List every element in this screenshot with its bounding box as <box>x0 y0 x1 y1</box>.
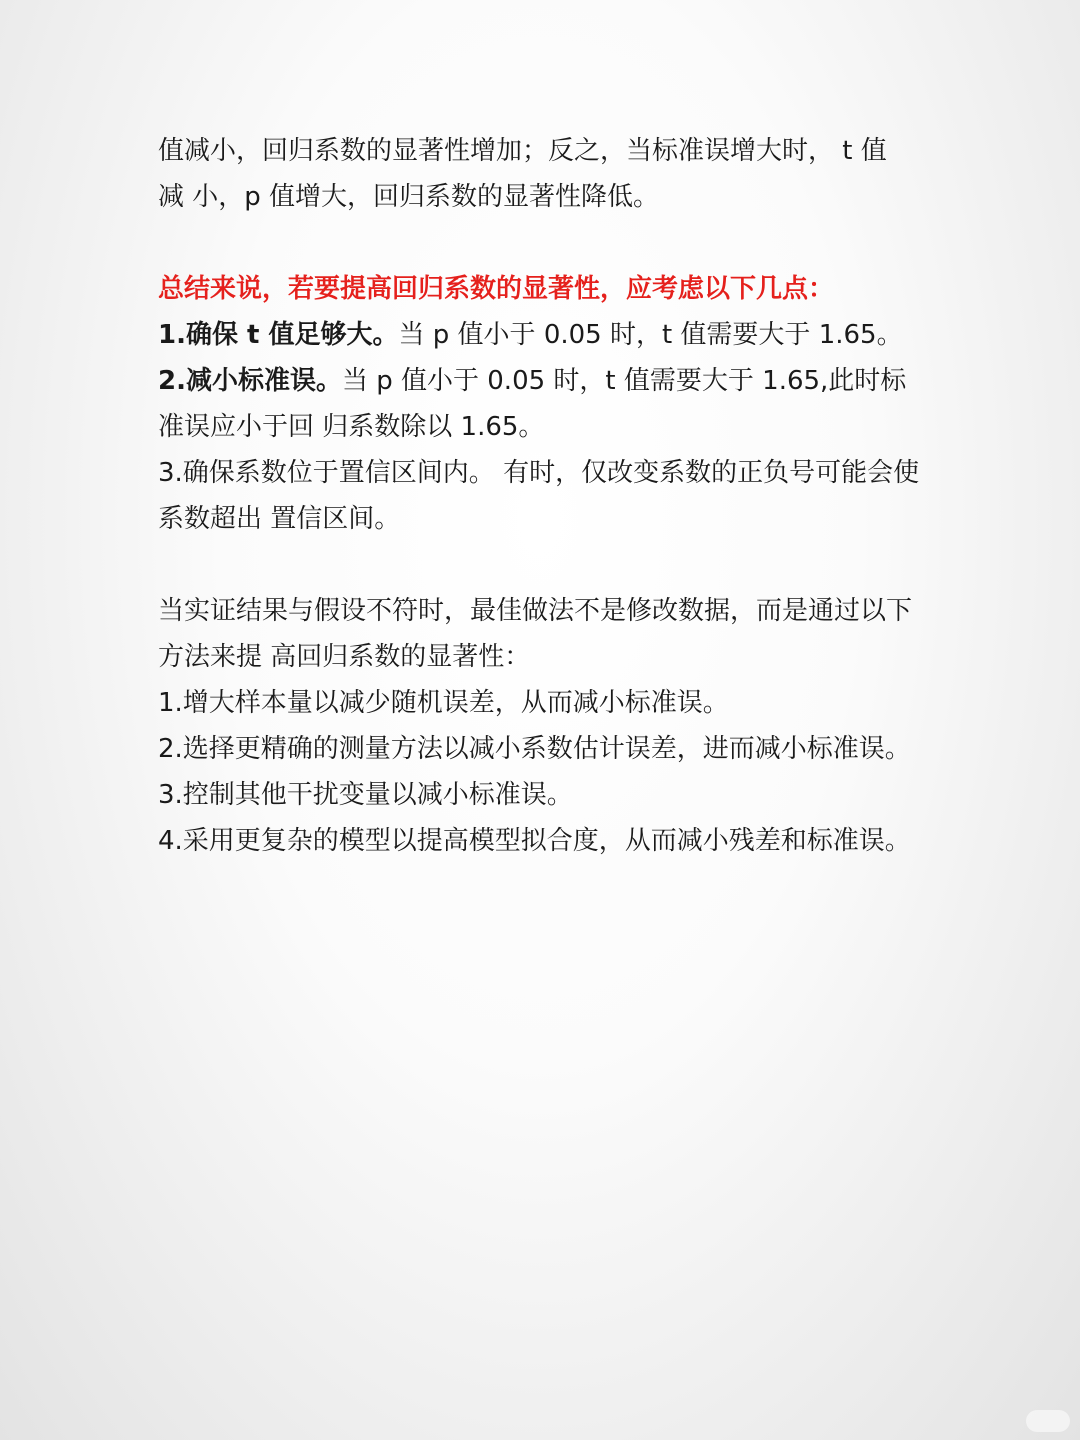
method-item-4: 4.采用更复杂的模型以提高模型拟合度，从而减小残差和标准误。 <box>158 826 911 856</box>
intro-paragraph <box>158 128 928 220</box>
methods-intro: 当实证结果与假设不符时，最佳做法不是修改数据，而是通过以下方法来提 高回归系数的显著性： <box>158 596 913 672</box>
document-body <box>158 128 928 864</box>
summary-item-3-text: 3.确保系数位于置信区间内。 有时，仅改变系数的正负号可能会使系数超出 置信区间。 <box>158 458 920 534</box>
summary-item-1-text: 当 p 值小于 0.05 时，t 值需要大于 1.65。 <box>398 320 903 350</box>
summary-item-2 <box>158 358 928 450</box>
summary-item-1 <box>158 312 928 358</box>
watermark-logo <box>1026 1410 1070 1432</box>
method-item-1: 1.增大样本量以减少随机误差，从而减小标准误。 <box>158 688 729 718</box>
summary-heading: 总结来说，若要提高回归系数的显著性，应考虑以下几点： <box>158 274 835 304</box>
intro-line-1: 值减小，回归系数的显著性增加；反之，当标准误增大时， t 值 <box>158 136 887 166</box>
method-item-2: 2.选择更精确的测量方法以减小系数估计误差，进而减小标准误。 <box>158 734 911 764</box>
paragraph-gap <box>158 220 928 266</box>
paragraph-gap <box>158 542 928 588</box>
summary-item-3 <box>158 450 928 542</box>
intro-line-2: 减 小，p 值增大，回归系数的显著性降低。 <box>158 182 660 212</box>
summary-item-1-title: 1.确保 t 值足够大。 <box>158 320 399 350</box>
summary-item-2-text: 当 p 值小于 0.05 时，t 值需要大于 1.65,此时标准误应小于回 归系数除以 1.65。 <box>158 366 907 442</box>
method-item-3: 3.控制其他干扰变量以减小标准误。 <box>158 780 573 810</box>
summary-item-2-title: 2.减小标准误。 <box>158 366 342 396</box>
